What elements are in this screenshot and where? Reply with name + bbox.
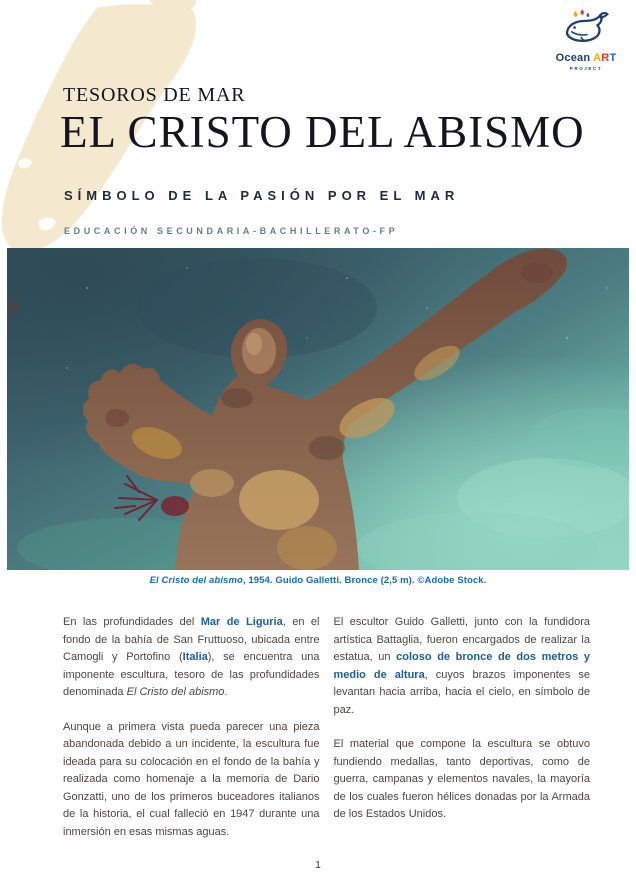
article-column-right [334,614,591,858]
paragraph: El material que compone la escultura se obtuvo fundiendo medallas, tanto deportivas, como de guerra, campanas y elementos navales, la mayoría de los cuales fueron hélices donadas por la Armada de los Estados Unidos. [333,738,590,820]
page-number: 1 [315,860,321,871]
paragraph: En las profundidades del Mar de Liguria, en el fondo de la bahía de San Fruttuoso, ubicada entre Camogli y Portofino (Italia), se encuentra una imponente escultura, tesoro de las profundidades denominada El Cristo del abismo. [63,616,320,698]
paragraph: Aunque a primera vista pueda parecer una pieza abandonada debido a un incidente, la escultura fue ideada para su colocación en el fondo de la bahía y realizada como homenaje a la memoria de Dario Gonzatti, uno de los primeros buceadores italianos de la historia, el cual falleció en 1947 durante una inmersión en esas mismas aguas. [63,720,320,838]
audience-line: EDUCACIÓN SECUNDARIA-BACHILLERATO-FP [64,226,399,236]
page-title: EL CRISTO DEL ABISMO [60,107,585,157]
article-body [63,614,590,858]
paragraph: El escultor Guido Galletti, junto con la fundidora artística Battaglia, fueron encargados de realizar la estatua, un coloso de bronce de dos metros y medio de altura, cuyos brazos imponentes se levantan hacia arriba, hacia el cielo, en símbolo de paz. [333,616,590,716]
article-column-left [63,614,320,858]
logo-wordmark: Ocean ART [555,52,617,64]
logo-brand-text: Ocean [555,52,591,64]
ocean-art-project-logo [550,8,622,71]
figure-caption: El Cristo del abismo, 1954. Guido Galletti. Bronce (2,5 m). ©Adobe Stock. [149,575,487,586]
underwater-photo [7,248,629,570]
logo-project-text: PROJECT [569,66,603,71]
page-subtitle: SÍMBOLO DE LA PASIÓN POR EL MAR [64,188,460,203]
whale-icon [557,8,615,48]
series-kicker: TESOROS DE MAR [63,84,246,106]
